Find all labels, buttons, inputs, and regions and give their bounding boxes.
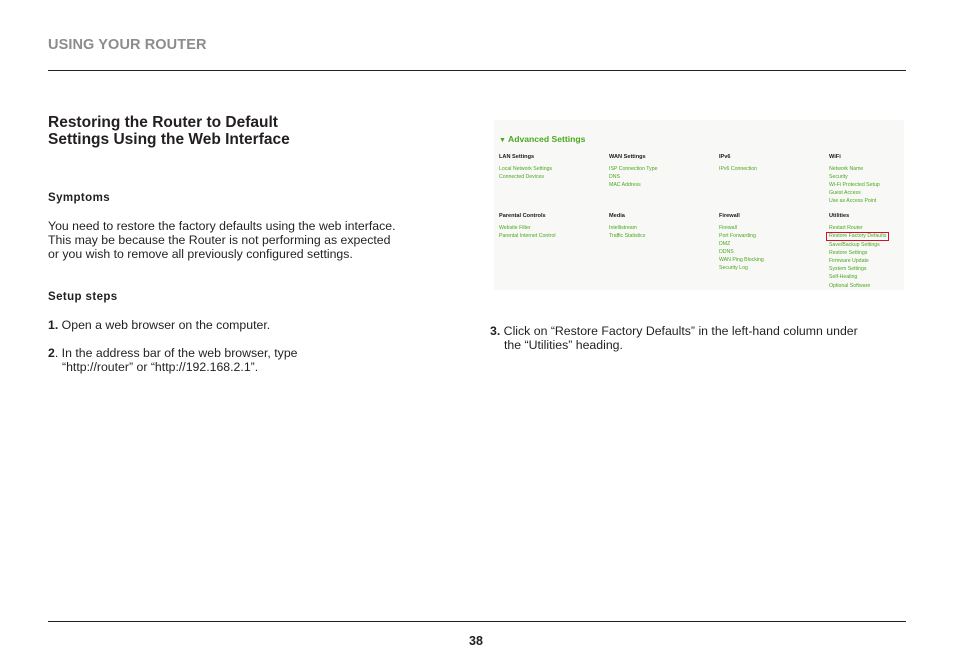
section-heading: Firewall: [719, 213, 740, 219]
advanced-settings-title: [499, 134, 585, 144]
settings-link-ipv6-connection[interactable]: IPv6 Connection: [719, 166, 758, 172]
section-heading: Media: [609, 213, 625, 219]
settings-section-ipv6: [719, 154, 824, 173]
settings-section-parental-controls: [499, 213, 604, 240]
settings-section-utilities: [829, 213, 934, 290]
settings-link-use-as-access-point[interactable]: Use as Access Point: [829, 198, 877, 205]
settings-link-restore-factory-defaults[interactable]: Restore Factory Defaults: [826, 232, 889, 241]
settings-section-media: [609, 213, 714, 240]
settings-link-isp-connection-type[interactable]: ISP Connection Type: [609, 166, 658, 172]
symptoms-text: [48, 219, 396, 261]
settings-link-system-settings[interactable]: System Settings: [829, 266, 867, 273]
step-2-number: 2: [48, 346, 55, 360]
caret-down-icon: ▼: [499, 137, 506, 144]
step-2-text-line2: “http://router” or “http://192.168.2.1”.: [62, 360, 259, 374]
advanced-settings-label: Advanced Settings: [508, 134, 586, 144]
step-1-number: 1.: [48, 318, 59, 332]
bottom-rule: [48, 621, 906, 622]
symptoms-line2: This may be because the Router is not performing as expected: [48, 233, 391, 247]
settings-section-lan-settings: [499, 154, 604, 181]
settings-section-wan-settings: [609, 154, 714, 189]
settings-section-wifi: [829, 154, 934, 205]
page-number: 38: [469, 634, 483, 648]
settings-link-optional-software[interactable]: Optional Software: [829, 282, 871, 289]
settings-link-security-log[interactable]: Security Log: [719, 265, 748, 272]
settings-link-firmware-update[interactable]: Firmware Update: [829, 258, 869, 265]
step-3: [490, 324, 858, 352]
step-3-number: 3.: [490, 324, 501, 338]
router-ui-screenshot: [494, 120, 904, 290]
settings-link-network-name[interactable]: Network Name: [829, 166, 864, 172]
step-2: [48, 346, 298, 374]
step-1-text: Open a web browser on the computer.: [58, 318, 271, 332]
settings-link-restore-settings[interactable]: Restore Settings: [829, 250, 868, 257]
top-rule: [48, 70, 906, 71]
settings-link-restart-router[interactable]: Restart Router: [829, 225, 863, 231]
settings-link-port-forwarding[interactable]: Port Forwarding: [719, 233, 756, 240]
step-3-text-line1: Click on “Restore Factory Defaults” in the left-hand column under: [500, 324, 858, 338]
settings-link-local-network-settings[interactable]: Local Network Settings: [499, 166, 553, 172]
settings-link-guest-access[interactable]: Guest Access: [829, 190, 861, 197]
setup-steps-heading: Setup steps: [48, 291, 118, 303]
settings-link-dmz[interactable]: DMZ: [719, 241, 731, 248]
settings-link-wi-fi-protected-setup[interactable]: Wi-Fi Protected Setup: [829, 182, 880, 189]
step-3-text-line2: the “Utilities” heading.: [504, 338, 623, 352]
settings-link-security[interactable]: Security: [829, 174, 848, 181]
settings-link-traffic-statistics[interactable]: Traffic Statistics: [609, 233, 646, 240]
section-heading: IPv6: [719, 154, 731, 160]
section-heading: LAN Settings: [499, 154, 535, 160]
settings-link-wan-ping-blocking[interactable]: WAN Ping Blocking: [719, 257, 764, 264]
symptoms-line3: or you wish to remove all previously configured settings.: [48, 247, 353, 261]
settings-link-parental-internet-control[interactable]: Parental Internet Control: [499, 233, 556, 240]
section-heading: WiFi: [829, 154, 841, 160]
article-title-line2: Settings Using the Web Interface: [48, 130, 290, 148]
article-title: [48, 115, 348, 148]
settings-link-website-filter[interactable]: Website Filter: [499, 225, 531, 231]
step-1: [48, 318, 270, 332]
settings-link-dns[interactable]: DNS: [609, 174, 620, 181]
settings-link-save-backup-settings[interactable]: Save/Backup Settings: [829, 242, 880, 249]
section-heading: Parental Controls: [499, 213, 546, 219]
settings-link-self-healing[interactable]: Self-Healing: [829, 274, 858, 281]
article-title-line1: Restoring the Router to Default: [48, 114, 278, 131]
step-2-text-line1: . In the address bar of the web browser, type: [54, 346, 298, 360]
section-heading: Utilities: [829, 213, 850, 219]
settings-link-connected-devices[interactable]: Connected Devices: [499, 174, 544, 181]
section-header: USING YOUR ROUTER: [48, 37, 207, 53]
symptoms-heading: Symptoms: [48, 192, 110, 204]
settings-link-firewall[interactable]: Firewall: [719, 225, 737, 231]
settings-link-mac-address[interactable]: MAC Address: [609, 182, 641, 189]
section-heading: WAN Settings: [609, 154, 646, 160]
settings-link-ddns[interactable]: DDNS: [719, 249, 734, 256]
settings-link-intellistream[interactable]: Intellistream: [609, 225, 637, 231]
settings-section-firewall: [719, 213, 824, 273]
symptoms-line1: You need to restore the factory defaults using the web interface.: [48, 219, 396, 233]
